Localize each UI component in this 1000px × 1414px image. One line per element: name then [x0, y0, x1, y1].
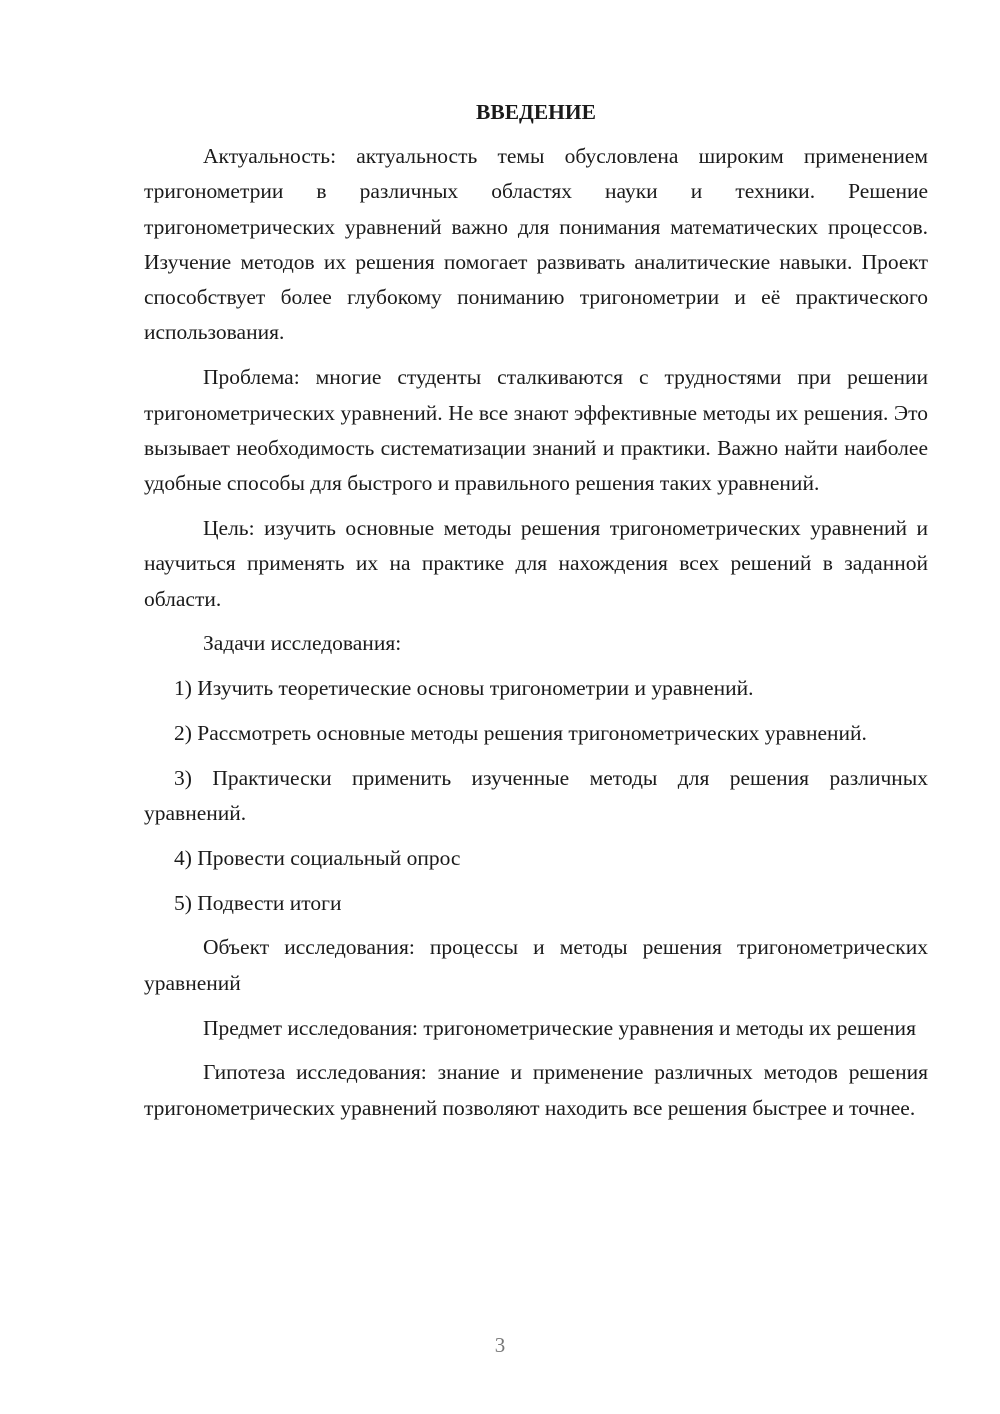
- task-item-3: 3) Практически применить изученные методы для решения различных уравнений.: [144, 765, 928, 826]
- task-item-1: 1) Изучить теоретические основы тригонометрии и уравнений.: [174, 676, 754, 701]
- task-list: [144, 671, 928, 921]
- paragraph-subject: Предмет исследования: тригонометрические уравнения и методы их решения: [203, 1015, 916, 1040]
- task-item-4: 4) Провести социальный опрос: [174, 845, 461, 870]
- page-number: 3: [494, 1333, 506, 1357]
- section-title: ВВЕДЕНИЕ: [476, 100, 596, 124]
- paragraph-hypothesis: Гипотеза исследования: знание и применение различных методов решения тригонометрических уравнений позволяют находить все решения быстрее и точнее.: [144, 1060, 928, 1120]
- paragraph-object: Объект исследования: процессы и методы решения тригонометрических уравнений: [144, 935, 928, 995]
- paragraph-goal: Цель: изучить основные методы решения тригонометрических уравнений и научиться применять их на практике для нахождения всех решений в заданной области.: [144, 515, 928, 611]
- task-item-5: 5) Подвести итоги: [174, 890, 342, 915]
- task-item-2: 2) Рассмотреть основные методы решения тригонометрических уравнений.: [174, 720, 867, 745]
- paragraph-problem: Проблема: многие студенты сталкиваются с трудностями при решении тригонометрических уравнений. Не все знают эффективные методы их решения. Это вызывает необходимость систематизации знаний и практики. Важно найти наиболее удобные способы для быстрого и правильного решения таких уравнений.: [144, 365, 928, 496]
- paragraph-relevance: Актуальность: актуальность темы обусловлена широким применением тригонометрии в различных областях науки и техники. Решение тригонометрических уравнений важно для понимания математических процессов. Изучение методов их решения помогает развивать аналитические навыки. Проект способствует более глубокому пониманию тригонометрии и её практического использования.: [144, 144, 928, 345]
- document-page: [144, 95, 928, 1135]
- paragraph-tasks-heading: Задачи исследования:: [203, 631, 402, 656]
